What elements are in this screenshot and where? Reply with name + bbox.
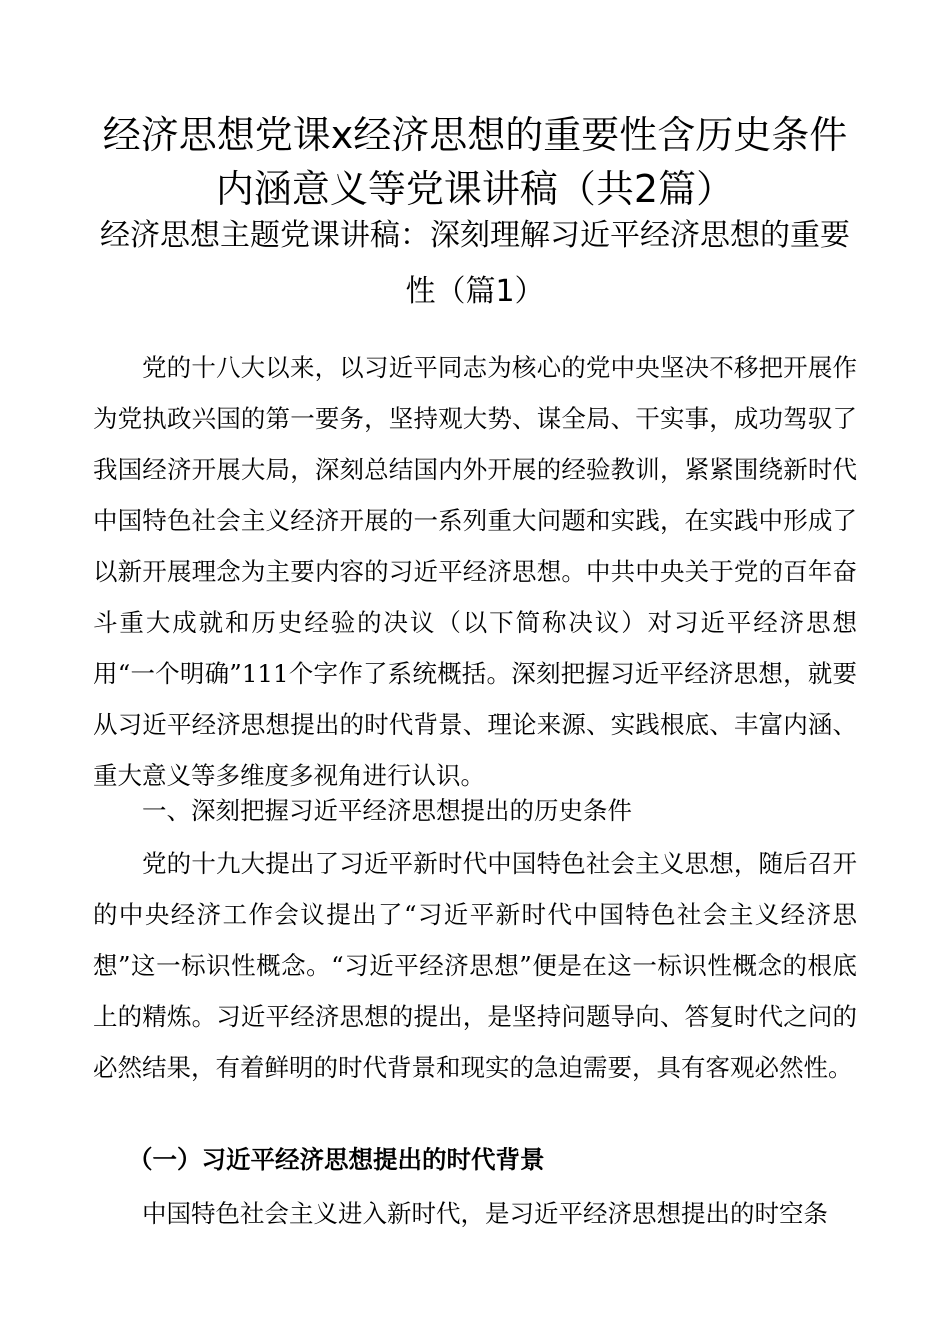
paragraph-historical-conditions: 党的十九大提出了习近平新时代中国特色社会主义思想，随后召开的中央经济工作会议提出了“习近平新时代中国特色社会主义经济思想”这一标识性概念。“习近平经济思想”便是在这一标识性概念的根底上的精炼。习近平经济思想的提出，是坚持问题导向、答复时代之问的必然结果，有着鲜明的时代背景和现实的急迫需要，具有客观必然性。 <box>93 849 857 1082</box>
document-title: 经济思想党课x经济思想的重要性含历史条件内涵意义等党课讲稿（共2篇） <box>102 113 848 211</box>
paragraph-intro: 党的十八大以来，以习近平同志为核心的党中央坚决不移把开展作为党执政兴国的第一要务，坚持观大势、谋全局、干实事，成功驾驭了我国经济开展大局，深刻总结国内外开展的经验教训，紧紧围绕新时代中国特色社会主义经济开展的一系列重大问题和实践，在实践中形成了以新开展理念为主要内容的习近平经济思想。中共中央关于党的百年奋斗重大成就和历史经验的决议（以下简称决议）对习近平经济思想用“一个明确”111个字作了系统概括。深刻把握习近平经济思想，就要从习近平经济思想提出的时代背景、理论来源、实践根底、丰富内涵、重大意义等多维度多视角进行认识。 <box>93 353 857 790</box>
heading-section-one: （一）习近平经济思想提出的时代背景 <box>128 1145 545 1174</box>
paragraph-time-background: 中国特色社会主义进入新时代，是习近平经济思想提出的时空条 <box>142 1199 828 1228</box>
section-subtitle: 经济思想主题党课讲稿：深刻理解习近平经济思想的重要性（篇1） <box>100 218 850 309</box>
heading-part-one: 一、深刻把握习近平经济思想提出的历史条件 <box>142 796 632 825</box>
